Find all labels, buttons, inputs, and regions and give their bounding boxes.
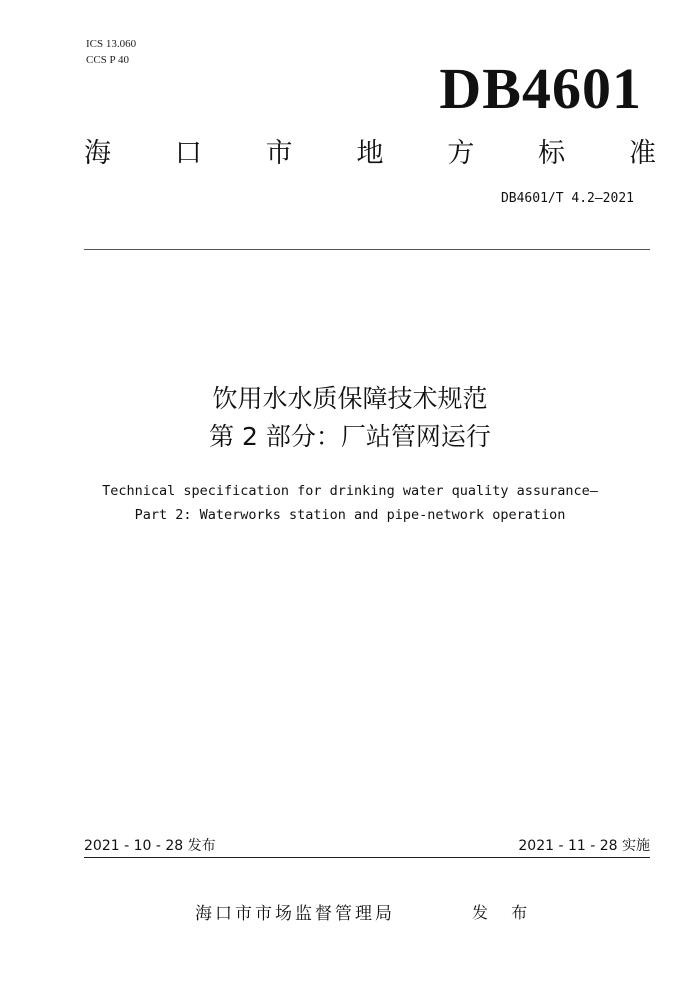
publish-label: 发 布 <box>472 903 537 922</box>
implementation-date: 2021 - 11 - 28 实施 <box>518 838 650 854</box>
standard-brand-logo: DB4601 <box>439 56 642 121</box>
standard-type-heading <box>84 134 656 174</box>
standard-number: DB4601/T 4.2—2021 <box>500 191 634 206</box>
standard-type-char: 口 <box>174 138 202 169</box>
footer-divider <box>84 857 650 858</box>
issue-date: 2021 - 10 - 28 发布 <box>84 838 216 854</box>
standard-type-char: 海 <box>84 138 111 169</box>
standard-type-char: 方 <box>447 138 475 169</box>
standard-type-char: 市 <box>265 138 293 169</box>
ics-code: ICS 13.060 <box>86 38 137 50</box>
header-divider <box>84 249 650 250</box>
classification-codes <box>86 36 136 68</box>
standard-type-char: 地 <box>356 138 384 169</box>
chinese-title-line-1: 饮用水水质保障技术规范 <box>212 384 488 413</box>
ccs-code: CCS P 40 <box>86 54 130 66</box>
english-title-line-2: Part 2: Waterworks station and pipe-network operation <box>134 507 566 523</box>
standard-type-char: 准 <box>628 138 656 169</box>
standard-type-char: 标 <box>538 138 566 169</box>
publisher-name: 海口市市场监督管理局 <box>195 904 395 924</box>
english-title-line-1: Technical specification for drinking water quality assurance— <box>102 483 598 499</box>
chinese-title-line-2: 第 2 部分：厂站管网运行 <box>209 422 491 451</box>
